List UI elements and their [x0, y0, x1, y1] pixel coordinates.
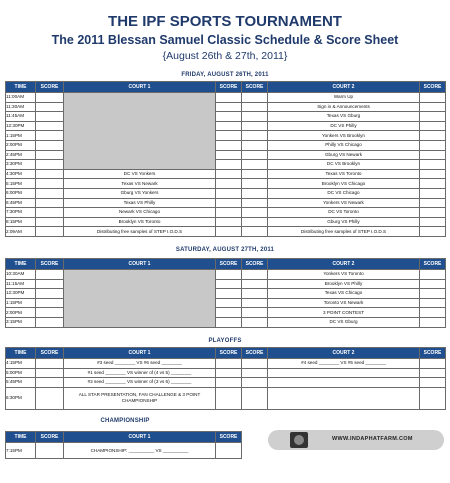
table-header [6, 259, 446, 270]
score-cell[interactable] [216, 217, 242, 227]
court1-game-cell: Distributing free samples of STEP I.O.D.S [64, 227, 216, 237]
court2-game-cell: Distributing free samples of STEP I.O.D.S [268, 227, 420, 237]
score-cell[interactable] [36, 102, 64, 112]
table-row [6, 387, 446, 409]
col-court1: COURT 1 [64, 432, 216, 443]
score-cell[interactable] [36, 270, 64, 280]
score-cell[interactable] [36, 112, 64, 122]
time-cell: 5:45PM [6, 378, 36, 388]
score-cell[interactable] [36, 140, 64, 150]
score-cell[interactable] [216, 208, 242, 218]
court2-game-cell: Texas VS Gburg [268, 112, 420, 122]
event-dates: {August 26th & 27th, 2011} [162, 50, 288, 62]
score-cell[interactable] [216, 317, 242, 327]
score-cell[interactable] [420, 160, 446, 170]
time-cell: 8:15PM [6, 217, 36, 227]
page-subtitle: The 2011 Blessan Samuel Classic Schedule & Score Sheet [51, 33, 399, 47]
time-cell: 10:30AM [6, 270, 36, 280]
table-row [6, 359, 446, 369]
col-court2: COURT 2 [268, 259, 420, 270]
score-cell[interactable] [242, 140, 268, 150]
col-score: SCORE [242, 82, 268, 93]
court2-game-cell: DC VS Gburg [268, 317, 420, 327]
table-row [6, 368, 446, 378]
score-cell[interactable] [36, 443, 64, 459]
score-cell[interactable] [420, 368, 446, 378]
time-cell: 3:15PM [6, 317, 36, 327]
table-header [6, 348, 446, 359]
score-cell[interactable] [420, 378, 446, 388]
score-cell[interactable] [36, 217, 64, 227]
col-time: TIME [6, 259, 36, 270]
court1-game-cell: CHAMPIONSHIP: __________ VS __________ [64, 443, 216, 459]
championship-table [5, 431, 242, 459]
score-cell[interactable] [420, 298, 446, 308]
court1-unavailable [64, 270, 216, 328]
court2-game-cell: Sign in & Announcements [268, 102, 420, 112]
table-row [6, 169, 446, 179]
score-cell[interactable] [242, 317, 268, 327]
score-cell[interactable] [216, 150, 242, 160]
court2-game-cell: Brooklyn VS Chicago [268, 179, 420, 189]
score-cell[interactable] [420, 150, 446, 160]
court2-game-cell: Texas VS Chicago [268, 289, 420, 299]
col-score: SCORE [36, 259, 64, 270]
score-cell[interactable] [216, 308, 242, 318]
table-row [6, 443, 242, 459]
court2-game-cell: Yonkers VS Newark [268, 198, 420, 208]
score-cell[interactable] [216, 227, 242, 237]
score-cell[interactable] [420, 112, 446, 122]
score-cell[interactable] [216, 93, 242, 103]
score-cell[interactable] [242, 150, 268, 160]
time-cell: 2:00PM [6, 140, 36, 150]
score-cell[interactable] [420, 270, 446, 280]
time-cell: 2:09AM [6, 227, 36, 237]
time-cell: 12:30PM [6, 121, 36, 131]
court2-game-cell: Brooklyn VS Philly [268, 279, 420, 289]
saturday-label: SATURDAY, AUGUST 27TH, 2011 [175, 247, 275, 253]
score-cell[interactable] [36, 131, 64, 141]
score-cell[interactable] [420, 387, 446, 409]
championship-label: CHAMPIONSHIP [100, 418, 150, 424]
score-cell[interactable] [36, 121, 64, 131]
court2-game-cell: Warm Up [268, 93, 420, 103]
score-cell[interactable] [216, 140, 242, 150]
court2-game-cell: DC VS Toronto [268, 208, 420, 218]
score-cell[interactable] [420, 102, 446, 112]
court2-game-cell [268, 387, 420, 409]
score-cell[interactable] [216, 179, 242, 189]
score-cell[interactable] [216, 368, 242, 378]
time-cell: 5:00PM [6, 368, 36, 378]
score-cell[interactable] [242, 368, 268, 378]
court2-game-cell [268, 368, 420, 378]
photo-icon [290, 432, 308, 448]
court2-game-cell: DC VS Chicago [268, 188, 420, 198]
court2-game-cell: Texas VS Toronto [268, 169, 420, 179]
court2-game-cell: Gburg VS Philly [268, 217, 420, 227]
court1-game-cell: Brooklyn VS Toronto [64, 217, 216, 227]
time-cell: 6:30PM [6, 387, 36, 409]
score-cell[interactable] [242, 102, 268, 112]
col-court2: COURT 2 [268, 82, 420, 93]
score-cell[interactable] [242, 93, 268, 103]
table-row [6, 217, 446, 227]
score-cell[interactable] [36, 208, 64, 218]
footer-banner [268, 430, 444, 450]
court1-game-cell: DC VS Yonkers [64, 169, 216, 179]
time-cell: 2:45PM [6, 150, 36, 160]
time-cell: 11:45AM [6, 112, 36, 122]
score-cell[interactable] [216, 169, 242, 179]
score-cell[interactable] [420, 279, 446, 289]
score-cell[interactable] [216, 160, 242, 170]
score-cell[interactable] [36, 179, 64, 189]
score-cell[interactable] [242, 359, 268, 369]
score-cell[interactable] [420, 217, 446, 227]
score-cell[interactable] [216, 378, 242, 388]
score-cell[interactable] [242, 227, 268, 237]
score-cell[interactable] [420, 188, 446, 198]
table-header [6, 432, 242, 443]
page-title: THE IPF SPORTS TOURNAMENT [108, 13, 342, 30]
score-cell[interactable] [216, 443, 242, 459]
col-score: SCORE [420, 348, 446, 359]
score-cell[interactable] [216, 298, 242, 308]
score-cell[interactable] [242, 131, 268, 141]
score-cell[interactable] [420, 93, 446, 103]
score-cell[interactable] [36, 317, 64, 327]
court2-game-cell: Gburg VS Newark [268, 150, 420, 160]
court2-game-cell: DC VS Brooklyn [268, 160, 420, 170]
col-score: SCORE [242, 259, 268, 270]
time-cell: 4:15PM [6, 359, 36, 369]
score-cell[interactable] [36, 188, 64, 198]
score-cell[interactable] [242, 188, 268, 198]
score-cell[interactable] [242, 112, 268, 122]
score-cell[interactable] [216, 198, 242, 208]
footer-url: WWW.INDAPHATFARM.COM [332, 436, 413, 442]
score-cell[interactable] [420, 208, 446, 218]
court2-game-cell: DC VS Philly [268, 121, 420, 131]
score-cell[interactable] [242, 308, 268, 318]
table-row [6, 270, 446, 280]
table-row [6, 378, 446, 388]
table-header [6, 82, 446, 93]
score-cell[interactable] [216, 387, 242, 409]
score-cell[interactable] [216, 131, 242, 141]
table-row [6, 188, 446, 198]
score-cell[interactable] [36, 289, 64, 299]
col-score: SCORE [36, 82, 64, 93]
col-time: TIME [6, 348, 36, 359]
col-time: TIME [6, 432, 36, 443]
score-cell[interactable] [420, 179, 446, 189]
col-score: SCORE [216, 82, 242, 93]
col-court1: COURT 1 [64, 259, 216, 270]
col-score: SCORE [216, 259, 242, 270]
score-cell[interactable] [420, 198, 446, 208]
playoffs-label: PLAYOFFS [208, 338, 242, 344]
time-cell: 2:00PM [6, 308, 36, 318]
time-cell: 6:00PM [6, 188, 36, 198]
score-cell[interactable] [242, 378, 268, 388]
score-cell[interactable] [420, 289, 446, 299]
score-cell[interactable] [216, 188, 242, 198]
court1-game-cell: Newark VS Chicago [64, 208, 216, 218]
score-cell[interactable] [420, 308, 446, 318]
score-cell[interactable] [242, 169, 268, 179]
col-court1: COURT 1 [64, 82, 216, 93]
time-cell: 11:00AM [6, 93, 36, 103]
time-cell: 1:15PM [6, 298, 36, 308]
score-cell[interactable] [420, 140, 446, 150]
score-cell[interactable] [216, 112, 242, 122]
court1-game-cell: #3 seed ________ VS #6 seed ________ [64, 359, 216, 369]
court2-game-cell [268, 378, 420, 388]
score-cell[interactable] [36, 378, 64, 388]
time-cell: 11:15AM [6, 279, 36, 289]
time-cell: 11:30AM [6, 102, 36, 112]
court1-game-cell: Texas VS Philly [64, 198, 216, 208]
col-score: SCORE [216, 348, 242, 359]
score-cell[interactable] [36, 160, 64, 170]
score-cell[interactable] [36, 368, 64, 378]
score-cell[interactable] [36, 93, 64, 103]
table-row [6, 198, 446, 208]
table-row [6, 208, 446, 218]
score-cell[interactable] [36, 308, 64, 318]
saturday-schedule-table [5, 258, 446, 328]
score-cell[interactable] [216, 121, 242, 131]
court1-game-cell: #2 seed ________ VS winner of (3 vs 6) ________ [64, 378, 216, 388]
col-score: SCORE [242, 348, 268, 359]
court1-game-cell: Texas VS Newark [64, 179, 216, 189]
col-court1: COURT 1 [64, 348, 216, 359]
time-cell: 7:15PM [6, 443, 36, 459]
court1-game-cell: #1 seed ________ VS winner of (4 vs 5) ________ [64, 368, 216, 378]
score-cell[interactable] [216, 279, 242, 289]
score-cell[interactable] [242, 217, 268, 227]
time-cell: 5:15PM [6, 179, 36, 189]
court2-game-cell: Toronto VS Newark [268, 298, 420, 308]
col-score: SCORE [216, 432, 242, 443]
score-cell[interactable] [242, 160, 268, 170]
col-score: SCORE [36, 432, 64, 443]
score-cell[interactable] [36, 198, 64, 208]
court2-game-cell: Philly VS Chicago [268, 140, 420, 150]
court1-game-cell: ALL STAR PRESENTATION, FAN CHALLENGE & 3 POINT CHAMPIONSHIP [64, 387, 216, 409]
court2-game-cell: 3 POINT CONTEST [268, 308, 420, 318]
score-cell[interactable] [36, 359, 64, 369]
score-cell[interactable] [36, 227, 64, 237]
time-cell: 4:30PM [6, 169, 36, 179]
score-cell[interactable] [242, 289, 268, 299]
score-cell[interactable] [36, 150, 64, 160]
score-cell[interactable] [420, 169, 446, 179]
score-cell[interactable] [420, 317, 446, 327]
score-cell[interactable] [242, 387, 268, 409]
time-cell: 3:30PM [6, 160, 36, 170]
playoffs-table [5, 347, 446, 410]
score-cell[interactable] [36, 279, 64, 289]
score-cell[interactable] [216, 359, 242, 369]
court2-game-cell: #4 seed ________ VS #5 seed ________ [268, 359, 420, 369]
time-cell: 1:15PM [6, 131, 36, 141]
score-cell[interactable] [36, 298, 64, 308]
score-cell[interactable] [36, 169, 64, 179]
score-cell[interactable] [242, 298, 268, 308]
score-cell[interactable] [36, 387, 64, 409]
col-score: SCORE [420, 82, 446, 93]
time-cell: 6:45PM [6, 198, 36, 208]
score-cell[interactable] [216, 102, 242, 112]
score-cell[interactable] [242, 208, 268, 218]
col-time: TIME [6, 82, 36, 93]
col-score: SCORE [36, 348, 64, 359]
col-score: SCORE [420, 259, 446, 270]
table-row [6, 227, 446, 237]
score-cell[interactable] [216, 289, 242, 299]
court2-game-cell: Yonkers VS Brooklyn [268, 131, 420, 141]
score-cell[interactable] [420, 359, 446, 369]
court1-unavailable [64, 93, 216, 170]
time-cell: 12:30PM [6, 289, 36, 299]
score-cell[interactable] [242, 179, 268, 189]
friday-schedule-table [5, 81, 446, 237]
score-cell[interactable] [242, 198, 268, 208]
court2-game-cell: Yonkers VS Toronto [268, 270, 420, 280]
court1-game-cell: Gburg VS Yonkers [64, 188, 216, 198]
table-row [6, 179, 446, 189]
score-cell[interactable] [216, 270, 242, 280]
time-cell: 7:30PM [6, 208, 36, 218]
score-cell[interactable] [242, 121, 268, 131]
friday-label: FRIDAY, AUGUST 26TH, 2011 [181, 72, 269, 78]
col-court2: COURT 2 [268, 348, 420, 359]
score-cell[interactable] [242, 270, 268, 280]
table-row [6, 93, 446, 103]
score-cell[interactable] [420, 121, 446, 131]
score-cell[interactable] [420, 227, 446, 237]
score-cell[interactable] [242, 279, 268, 289]
score-cell[interactable] [420, 131, 446, 141]
